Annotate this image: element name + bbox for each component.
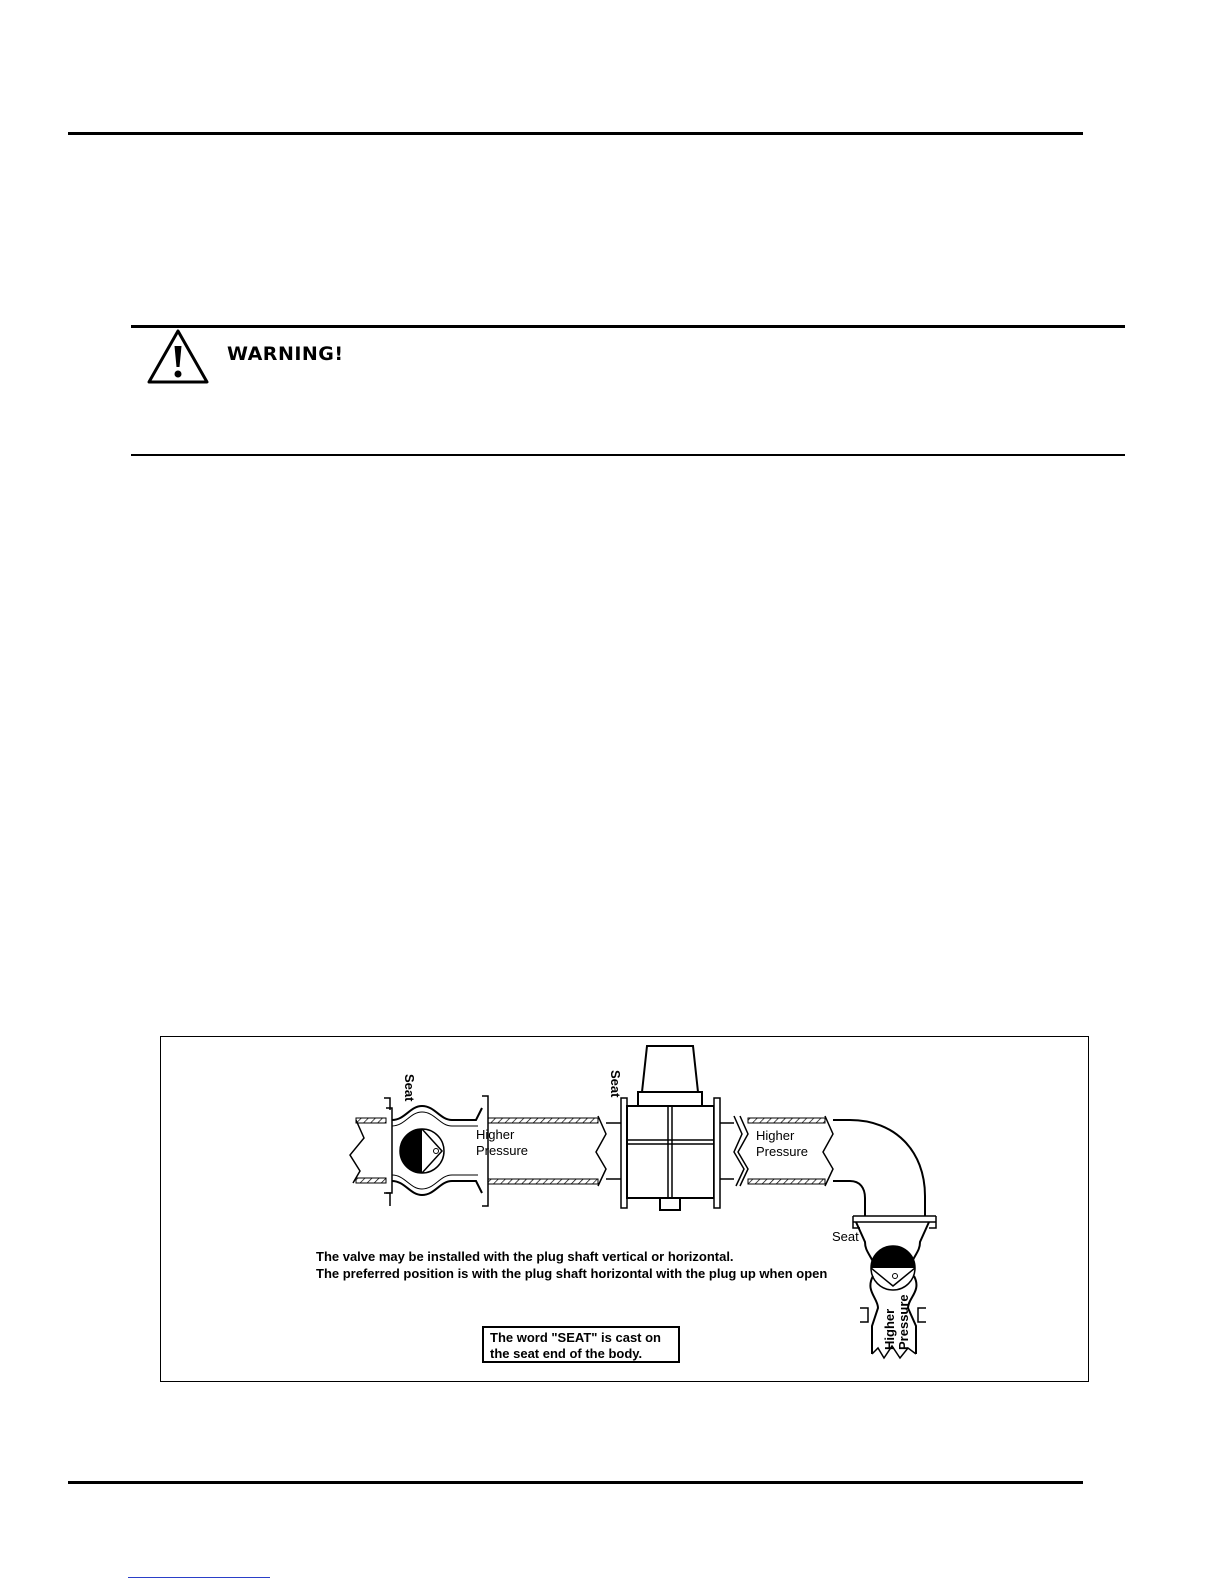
warning-title: WARNING! [227,343,344,365]
warning-box [131,325,1125,456]
seat-box-line-2: the seat end of the body. [490,1346,643,1361]
seat-label-left: Seat [402,1074,417,1102]
installation-note-line-1: The valve may be installed with the plug shaft vertical or horizontal. [316,1249,734,1264]
valve-installation-figure [160,1036,1089,1382]
pressure-label-right: Pressure [756,1144,809,1159]
installation-note-line-2: The preferred position is with the plug shaft horizontal with the plug up when open [316,1266,828,1281]
warning-bottom-rule [131,454,1125,456]
higher-label-lower: Higher [882,1308,897,1350]
pressure-label-lower: Pressure [896,1294,911,1350]
warning-top-rule [131,325,1125,328]
center-valve-assembly [606,1046,744,1210]
higher-label-right: Higher [756,1128,795,1143]
footer-link-underline[interactable] [128,1577,270,1578]
top-rule [68,132,1083,135]
seat-cast-note-box [482,1326,680,1363]
pressure-label-left: Pressure [476,1143,529,1158]
seat-label-center: Seat [608,1070,623,1098]
bottom-rule [68,1481,1083,1484]
seat-box-line-1: The word "SEAT" is cast on [490,1330,661,1345]
warning-triangle-icon [146,328,210,386]
higher-label-left: Higher [476,1127,515,1142]
seat-label-right: Seat [832,1229,859,1244]
